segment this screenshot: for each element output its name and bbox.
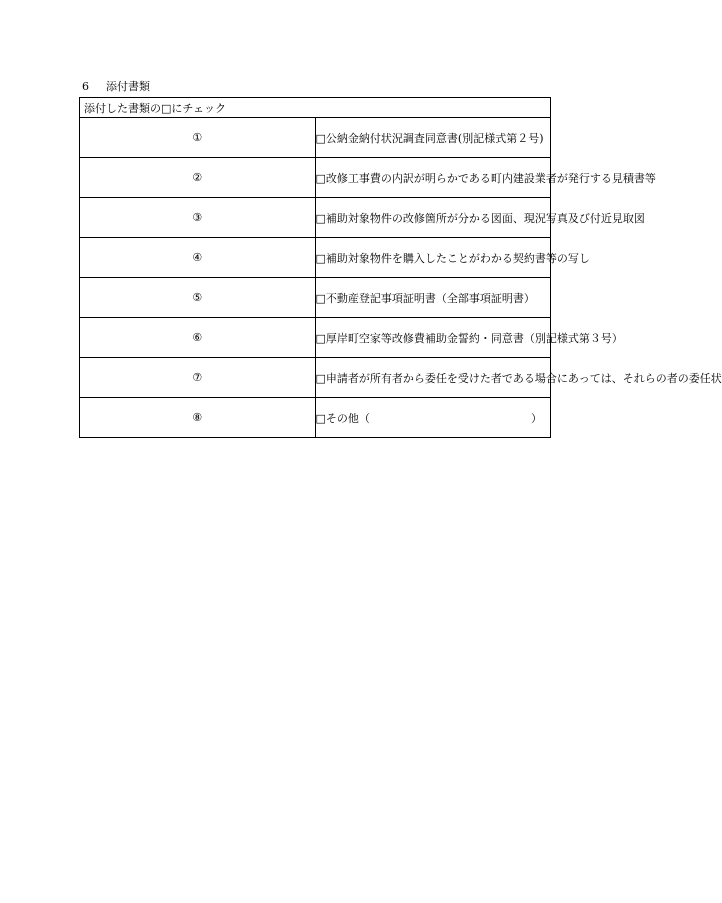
table-row (80, 398, 551, 438)
item-number: ⑤ (80, 278, 316, 318)
checkbox[interactable]: □ (315, 171, 326, 185)
table-row (80, 278, 551, 318)
section-heading (82, 80, 150, 94)
item-text: 改修工事費の内訳が明らかである町内建設業者が発行する見積書等 (325, 171, 656, 185)
closing-parenthesis: ） (531, 411, 542, 425)
table-row (80, 198, 551, 238)
section-title: 添付書類 (106, 80, 150, 93)
item-text: 厚岸町空家等改修費補助金誓約・同意書（別記様式第３号） (325, 331, 623, 345)
item-cell (315, 398, 551, 438)
checkbox[interactable]: □ (315, 411, 326, 425)
table-header-row (80, 98, 551, 118)
item-cell (315, 118, 551, 158)
item-cell (315, 278, 551, 318)
item-cell (315, 238, 590, 278)
checkbox[interactable]: □ (315, 371, 326, 385)
item-number: ④ (80, 238, 316, 278)
item-cell (315, 358, 722, 398)
item-number: ⑦ (80, 358, 316, 398)
table-row (80, 358, 551, 398)
item-text: 公納金納付状況調査同意書(別記様式第２号) (325, 131, 544, 145)
item-number: ② (80, 158, 316, 198)
item-number: ③ (80, 198, 316, 238)
item-number: ⑥ (80, 318, 316, 358)
item-text: 補助対象物件を購入したことがわかる契約書等の写し (325, 251, 590, 265)
item-cell (315, 158, 656, 198)
table-row (80, 318, 551, 358)
checkbox[interactable]: □ (315, 211, 326, 225)
table-header: 添付した書類の□にチェック (80, 98, 551, 118)
item-text: その他（ (325, 411, 370, 425)
checkbox[interactable]: □ (315, 251, 326, 265)
checkbox[interactable]: □ (315, 291, 326, 305)
item-text: 不動産登記事項証明書（全部事項証明書） (325, 291, 535, 305)
section-number: 6 (82, 80, 89, 93)
table-row (80, 238, 551, 278)
checkbox[interactable]: □ (315, 131, 326, 145)
item-text: 補助対象物件の改修箇所が分かる図面、現況写真及び付近見取図 (325, 211, 645, 225)
attachments-table (79, 97, 722, 438)
checkbox[interactable]: □ (315, 331, 326, 345)
item-cell (315, 318, 623, 358)
item-text: 申請者が所有者から委任を受けた者である場合にあっては、それらの者の委任状 (325, 371, 722, 385)
item-cell (315, 198, 645, 238)
table-row (80, 118, 551, 158)
item-number: ⑧ (80, 398, 316, 438)
table-row (80, 158, 551, 198)
item-number: ① (80, 118, 316, 158)
